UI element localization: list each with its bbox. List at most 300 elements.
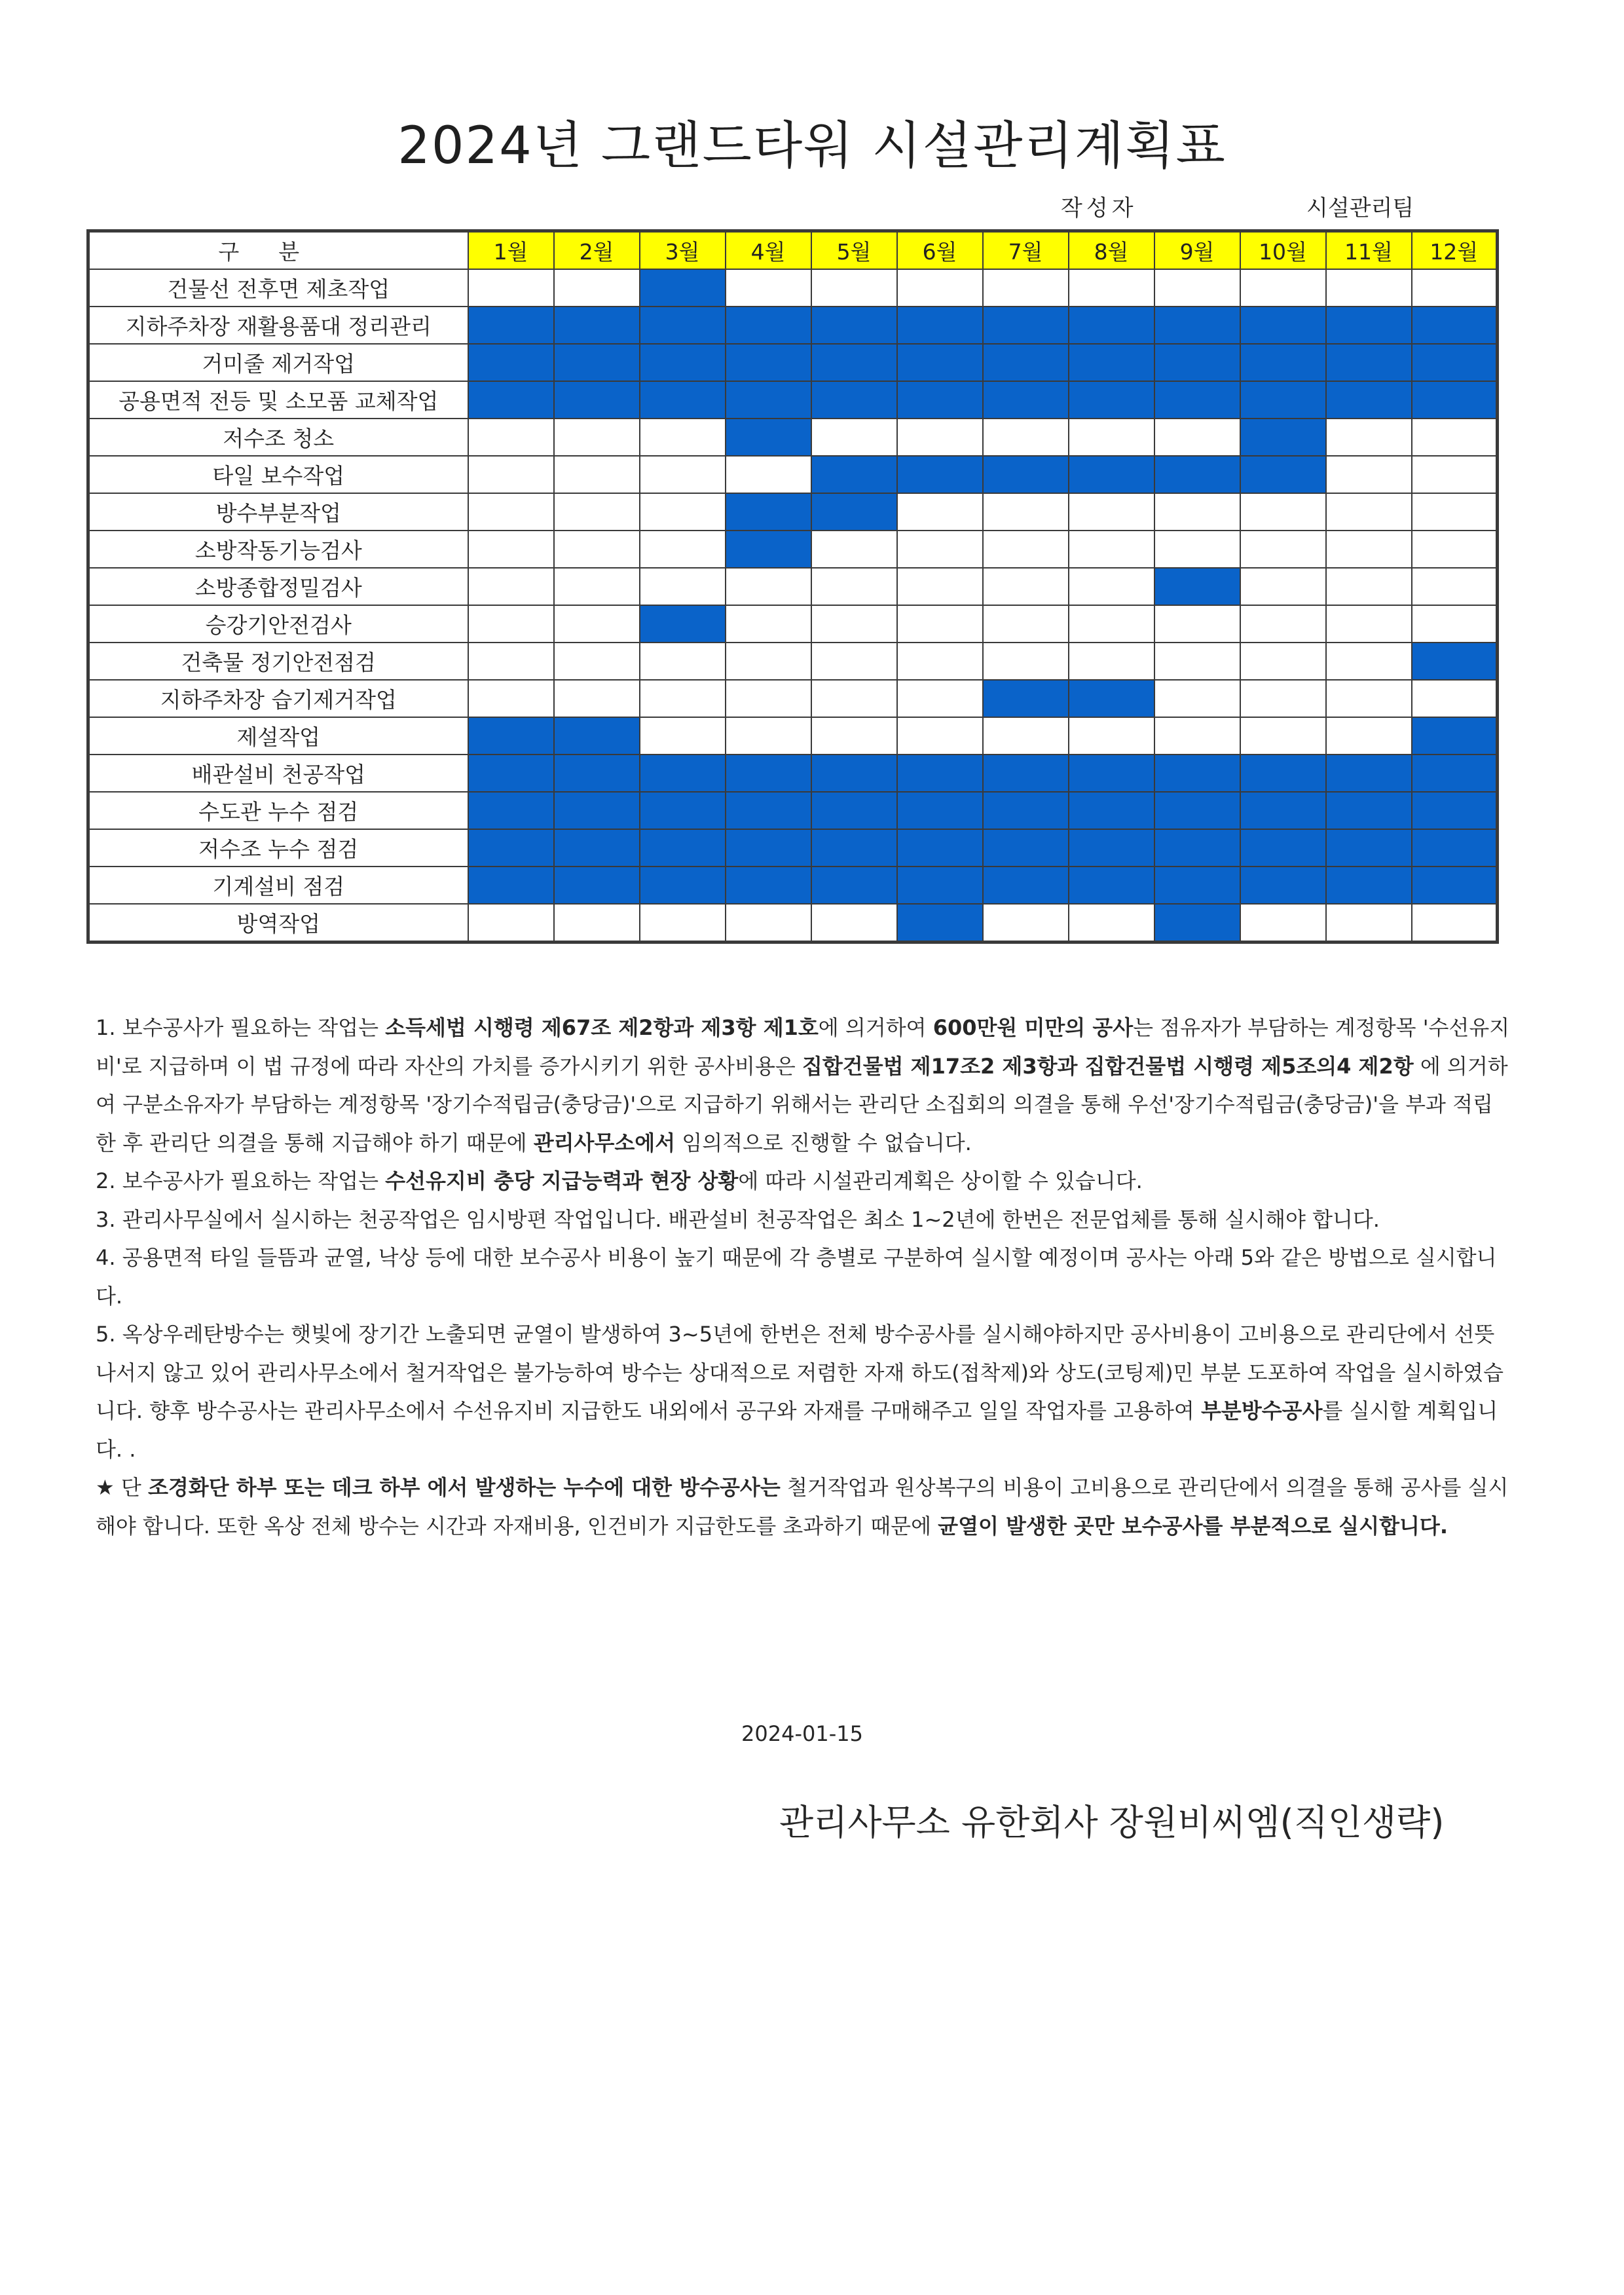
schedule-cell-active [726, 344, 811, 381]
schedule-cell-empty [1326, 269, 1412, 307]
schedule-cell-active [1154, 456, 1240, 493]
note-text: 에 따라 시설관리계획은 상이할 수 있습니다. [738, 1168, 1143, 1193]
schedule-cell-empty [554, 643, 640, 680]
schedule-cell-empty [1240, 493, 1326, 531]
task-label: 제설작업 [88, 717, 468, 755]
table-row [88, 792, 1498, 829]
schedule-cell-empty [468, 643, 554, 680]
schedule-cell-empty [811, 680, 897, 717]
schedule-cell-active [726, 419, 811, 456]
task-label: 방역작업 [88, 904, 468, 942]
schedule-cell-active [1240, 829, 1326, 867]
month-header: 7월 [983, 231, 1069, 270]
schedule-cell-empty [726, 568, 811, 605]
schedule-cell-empty [554, 269, 640, 307]
schedule-cell-empty [726, 269, 811, 307]
schedule-cell-empty [811, 643, 897, 680]
page-title: 2024년 그랜드타워 시설관리계획표 [397, 117, 1227, 176]
schedule-cell-active [1154, 792, 1240, 829]
schedule-cell-active [1412, 717, 1498, 755]
schedule-cell-empty [1154, 717, 1240, 755]
schedule-cell-active [1154, 381, 1240, 419]
schedule-cell-active [983, 344, 1069, 381]
schedule-cell-empty [468, 493, 554, 531]
schedule-cell-empty [1069, 531, 1154, 568]
schedule-cell-active [640, 829, 726, 867]
schedule-cell-active [640, 867, 726, 904]
schedule-cell-active [983, 867, 1069, 904]
schedule-cell-empty [1326, 419, 1412, 456]
schedule-cell-empty [1326, 493, 1412, 531]
schedule-cell-active [468, 755, 554, 792]
schedule-cell-active [983, 680, 1069, 717]
schedule-cell-empty [1326, 568, 1412, 605]
schedule-cell-active [726, 381, 811, 419]
schedule-cell-empty [726, 680, 811, 717]
schedule-cell-active [468, 792, 554, 829]
note-emphasis: 소득세법 시행령 제67조 제2항과 제3항 제1호 [385, 1015, 819, 1040]
schedule-cell-active [1154, 307, 1240, 344]
table-row [88, 680, 1498, 717]
note-emphasis: 균열이 발생한 곳만 보수공사를 부분적으로 실시합니다. [938, 1513, 1448, 1539]
schedule-cell-empty [1240, 717, 1326, 755]
note-text: 4. 공용면적 타일 들뜸과 균열, 낙상 등에 대한 보수공사 비용이 높기 때문에 각 층별로 구분하여 실시할 예정이며 공사는 아래 5와 같은 방법으로 실시합니다. [96, 1245, 1497, 1309]
schedule-cell-empty [1154, 269, 1240, 307]
schedule-cell-active [726, 755, 811, 792]
schedule-cell-empty [1240, 904, 1326, 942]
schedule-cell-active [811, 867, 897, 904]
schedule-cell-active [897, 307, 983, 344]
note-paragraph [96, 1468, 1510, 1545]
schedule-cell-active [1412, 755, 1498, 792]
schedule-cell-empty [640, 419, 726, 456]
note-text: 는 점유자가 부담하는 계정항목 '수선유지비'로 지급하며 이 법 규정에 따라 자산의 가치를 증가시키기 위한 공사비용은 [96, 1015, 1510, 1079]
schedule-cell-active [1154, 755, 1240, 792]
schedule-cell-empty [726, 605, 811, 643]
schedule-cell-active [726, 829, 811, 867]
schedule-cell-active [1154, 904, 1240, 942]
table-row [88, 419, 1498, 456]
schedule-cell-empty [554, 680, 640, 717]
schedule-cell-empty [640, 680, 726, 717]
notes-section [96, 1009, 1510, 1545]
schedule-cell-active [1154, 344, 1240, 381]
schedule-cell-active [1326, 381, 1412, 419]
schedule-cell-active [811, 381, 897, 419]
task-label: 수도관 누수 점검 [88, 792, 468, 829]
schedule-cell-empty [983, 643, 1069, 680]
schedule-cell-active [1154, 867, 1240, 904]
schedule-cell-active [726, 307, 811, 344]
schedule-cell-active [1069, 829, 1154, 867]
schedule-cell-active [640, 269, 726, 307]
schedule-cell-empty [640, 904, 726, 942]
schedule-cell-active [811, 493, 897, 531]
note-text: 를 실시할 계획입니다. . [96, 1398, 1498, 1462]
schedule-cell-empty [640, 643, 726, 680]
task-label: 방수부분작업 [88, 493, 468, 531]
month-header: 2월 [554, 231, 640, 270]
schedule-cell-active [726, 493, 811, 531]
schedule-cell-empty [1154, 531, 1240, 568]
schedule-cell-empty [1326, 456, 1412, 493]
schedule-cell-active [640, 307, 726, 344]
schedule-cell-empty [897, 643, 983, 680]
schedule-cell-empty [554, 605, 640, 643]
schedule-cell-empty [811, 531, 897, 568]
table-row [88, 456, 1498, 493]
month-header: 5월 [811, 231, 897, 270]
schedule-cell-active [1326, 867, 1412, 904]
month-header: 3월 [640, 231, 726, 270]
schedule-cell-active [1326, 792, 1412, 829]
month-header: 11월 [1326, 231, 1412, 270]
schedule-cell-empty [1412, 269, 1498, 307]
schedule-cell-empty [1154, 605, 1240, 643]
schedule-cell-empty [640, 568, 726, 605]
schedule-cell-active [1412, 344, 1498, 381]
schedule-cell-empty [1069, 605, 1154, 643]
schedule-cell-active [1069, 381, 1154, 419]
schedule-cell-empty [1326, 680, 1412, 717]
schedule-cell-empty [1412, 904, 1498, 942]
schedule-cell-active [1240, 792, 1326, 829]
schedule-cell-empty [554, 419, 640, 456]
note-emphasis: 부분방수공사 [1201, 1398, 1323, 1423]
schedule-cell-active [468, 381, 554, 419]
task-label: 소방종합정밀검사 [88, 568, 468, 605]
schedule-cell-active [1326, 344, 1412, 381]
schedule-cell-active [640, 605, 726, 643]
note-text: 에 의거하여 [818, 1015, 933, 1040]
month-header: 10월 [1240, 231, 1326, 270]
table-row [88, 307, 1498, 344]
schedule-cell-empty [811, 904, 897, 942]
note-text: 3. 관리사무실에서 실시하는 천공작업은 임시방편 작업입니다. 배관설비 천공작업은 최소 1~2년에 한번은 전문업체를 통해 실시해야 합니다. [96, 1206, 1380, 1232]
schedule-cell-active [1326, 307, 1412, 344]
task-label: 건물선 전후면 제초작업 [88, 269, 468, 307]
schedule-cell-empty [897, 568, 983, 605]
schedule-cell-empty [468, 680, 554, 717]
schedule-cell-empty [1240, 680, 1326, 717]
schedule-cell-empty [1412, 493, 1498, 531]
schedule-cell-active [897, 829, 983, 867]
schedule-cell-active [1240, 456, 1326, 493]
schedule-cell-empty [640, 456, 726, 493]
schedule-cell-empty [468, 269, 554, 307]
schedule-cell-active [983, 755, 1069, 792]
task-label: 공용면적 전등 및 소모품 교체작업 [88, 381, 468, 419]
schedule-cell-active [811, 456, 897, 493]
table-row [88, 493, 1498, 531]
schedule-cell-empty [726, 717, 811, 755]
schedule-cell-empty [1326, 904, 1412, 942]
schedule-cell-active [1240, 755, 1326, 792]
schedule-cell-empty [554, 493, 640, 531]
schedule-cell-active [983, 829, 1069, 867]
schedule-cell-empty [897, 419, 983, 456]
schedule-cell-active [1412, 643, 1498, 680]
month-header: 6월 [897, 231, 983, 270]
schedule-cell-active [554, 717, 640, 755]
table-row [88, 717, 1498, 755]
schedule-cell-active [897, 792, 983, 829]
schedule-cell-empty [554, 568, 640, 605]
note-paragraph [96, 1201, 1510, 1239]
corner-header: 구분 [88, 231, 468, 270]
note-emphasis: 조경화단 하부 또는 데크 하부 에서 발생하는 누수에 대한 방수공사는 [147, 1475, 781, 1500]
note-emphasis: 관리사무소에서 [533, 1130, 676, 1155]
schedule-cell-empty [1240, 568, 1326, 605]
author-value: 시설관리팀 [1306, 195, 1414, 221]
schedule-cell-empty [897, 531, 983, 568]
note-emphasis: 수선유지비 충당 지급능력과 현장 상황 [385, 1168, 739, 1193]
schedule-cell-active [468, 717, 554, 755]
note-text: 임의적으로 진행할 수 없습니다. [675, 1130, 972, 1155]
schedule-cell-active [811, 755, 897, 792]
table-row [88, 867, 1498, 904]
schedule-cell-active [554, 867, 640, 904]
schedule-cell-empty [983, 904, 1069, 942]
schedule-cell-empty [1412, 568, 1498, 605]
schedule-cell-empty [1412, 456, 1498, 493]
schedule-cell-empty [1412, 531, 1498, 568]
task-label: 저수조 청소 [88, 419, 468, 456]
schedule-cell-empty [983, 493, 1069, 531]
schedule-cell-active [1069, 680, 1154, 717]
schedule-cell-empty [1069, 419, 1154, 456]
schedule-cell-empty [554, 904, 640, 942]
schedule-cell-empty [726, 643, 811, 680]
schedule-cell-empty [640, 717, 726, 755]
schedule-cell-active [811, 307, 897, 344]
schedule-cell-active [640, 755, 726, 792]
schedule-cell-active [468, 867, 554, 904]
schedule-cell-active [640, 792, 726, 829]
table-body [88, 269, 1498, 942]
schedule-cell-active [726, 867, 811, 904]
schedule-cell-empty [726, 904, 811, 942]
schedule-cell-empty [468, 605, 554, 643]
table-row [88, 269, 1498, 307]
task-label: 지하주차장 습기제거작업 [88, 680, 468, 717]
table-row [88, 829, 1498, 867]
schedule-cell-empty [897, 493, 983, 531]
schedule-cell-active [554, 792, 640, 829]
schedule-cell-active [640, 381, 726, 419]
schedule-cell-active [1326, 829, 1412, 867]
note-text: 2. 보수공사가 필요하는 작업는 [96, 1168, 386, 1193]
schedule-cell-empty [468, 568, 554, 605]
table-row [88, 605, 1498, 643]
schedule-cell-empty [1154, 680, 1240, 717]
schedule-cell-empty [640, 531, 726, 568]
schedule-cell-active [983, 456, 1069, 493]
note-text: 5. 옥상우레탄방수는 햇빛에 장기간 노출되면 균열이 발생하여 3~5년에 한번은 전체 방수공사를 실시해야하지만 공사비용이 고비용으로 관리단에서 선뜻 나서지 않고 있어 관리사무소에서 철거작업은 불가능하여 방수는 상대적으로 저렴한 자재 하도(접착제)와 상도(코팅제)민 부분 도포하여 작업을 실시하였습니다. 향후 방수공사는 관리사무소에서 수선유지비 지급한도 내외에서 공구와 자재를 구매해주고 일일 작업자를 고용하여 [96, 1322, 1504, 1423]
schedule-cell-empty [811, 568, 897, 605]
author-label: 작성자 [1061, 195, 1137, 221]
schedule-cell-empty [554, 456, 640, 493]
schedule-cell-empty [983, 419, 1069, 456]
schedule-cell-empty [1326, 717, 1412, 755]
schedule-cell-empty [468, 904, 554, 942]
schedule-cell-active [811, 829, 897, 867]
schedule-cell-empty [897, 605, 983, 643]
schedule-cell-active [1069, 755, 1154, 792]
schedule-cell-active [983, 307, 1069, 344]
note-text: ★ 단 [96, 1475, 148, 1500]
schedule-cell-active [897, 867, 983, 904]
note-paragraph [96, 1239, 1510, 1315]
schedule-cell-active [1412, 829, 1498, 867]
table-row [88, 344, 1498, 381]
schedule-cell-empty [1326, 531, 1412, 568]
schedule-cell-empty [811, 717, 897, 755]
schedule-cell-active [1240, 381, 1326, 419]
schedule-cell-active [811, 344, 897, 381]
note-paragraph [96, 1315, 1510, 1468]
note-paragraph [96, 1162, 1510, 1201]
schedule-cell-empty [811, 605, 897, 643]
note-text: 에 의거하여 구분소유자가 부담하는 계정항목 '장기수적립금(충당금)'으로 지급하기 위해서는 관리단 소집회의 의결을 통해 우선'장기수적립금(충당금)'을 부과 적립한 후 관리단 의결을 통해 지급해야 하기 때문에 [96, 1053, 1508, 1155]
schedule-cell-empty [1412, 680, 1498, 717]
task-label: 거미줄 제거작업 [88, 344, 468, 381]
schedule-cell-empty [1069, 904, 1154, 942]
schedule-cell-active [726, 792, 811, 829]
schedule-cell-active [1069, 456, 1154, 493]
schedule-cell-empty [468, 419, 554, 456]
schedule-cell-empty [554, 531, 640, 568]
schedule-cell-active [1412, 381, 1498, 419]
table-row [88, 381, 1498, 419]
schedule-cell-active [1154, 568, 1240, 605]
schedule-cell-active [468, 307, 554, 344]
schedule-cell-empty [640, 493, 726, 531]
schedule-cell-empty [1412, 419, 1498, 456]
schedule-cell-empty [468, 456, 554, 493]
schedule-cell-active [1240, 419, 1326, 456]
table-header-row [88, 231, 1498, 270]
schedule-cell-active [1240, 344, 1326, 381]
schedule-cell-active [897, 904, 983, 942]
task-label: 지하주차장 재활용품대 정리관리 [88, 307, 468, 344]
schedule-cell-active [1069, 344, 1154, 381]
schedule-cell-active [554, 829, 640, 867]
schedule-cell-empty [1154, 643, 1240, 680]
schedule-cell-empty [1326, 605, 1412, 643]
schedule-cell-empty [1154, 493, 1240, 531]
schedule-cell-active [1069, 867, 1154, 904]
schedule-cell-empty [983, 531, 1069, 568]
schedule-cell-active [468, 344, 554, 381]
table-row [88, 568, 1498, 605]
task-label: 건축물 정기안전점검 [88, 643, 468, 680]
schedule-cell-empty [897, 269, 983, 307]
table-row [88, 643, 1498, 680]
schedule-cell-empty [1069, 493, 1154, 531]
schedule-cell-active [1412, 867, 1498, 904]
schedule-cell-empty [811, 269, 897, 307]
task-label: 소방작동기능검사 [88, 531, 468, 568]
schedule-cell-empty [1069, 717, 1154, 755]
task-label: 저수조 누수 점검 [88, 829, 468, 867]
schedule-cell-empty [1069, 643, 1154, 680]
schedule-cell-empty [1412, 605, 1498, 643]
schedule-cell-active [811, 792, 897, 829]
month-header: 8월 [1069, 231, 1154, 270]
task-label: 기계설비 점검 [88, 867, 468, 904]
schedule-cell-active [554, 381, 640, 419]
schedule-cell-active [1240, 307, 1326, 344]
schedule-cell-empty [1069, 568, 1154, 605]
schedule-cell-empty [468, 531, 554, 568]
schedule-cell-active [897, 755, 983, 792]
schedule-cell-empty [983, 717, 1069, 755]
schedule-cell-active [897, 456, 983, 493]
schedule-cell-empty [1240, 643, 1326, 680]
note-text: 1. 보수공사가 필요하는 작업는 [96, 1015, 386, 1040]
schedule-cell-active [1154, 829, 1240, 867]
schedule-cell-empty [983, 269, 1069, 307]
task-label: 승강기안전검사 [88, 605, 468, 643]
schedule-cell-active [640, 344, 726, 381]
schedule-cell-empty [811, 419, 897, 456]
schedule-cell-active [1326, 755, 1412, 792]
table-row [88, 755, 1498, 792]
note-emphasis: 집합건물법 제17조2 제3항과 집합건물법 시행령 제5조의4 제2항 [802, 1053, 1414, 1079]
schedule-cell-active [1069, 307, 1154, 344]
document-date: 2024-01-15 [741, 1721, 863, 1746]
schedule-cell-empty [1069, 269, 1154, 307]
signer-name: 관리사무소 유한회사 장원비씨엠(직인생략) [779, 1802, 1445, 1843]
table-row [88, 904, 1498, 942]
month-header: 12월 [1412, 231, 1498, 270]
schedule-cell-active [983, 381, 1069, 419]
schedule-cell-empty [726, 456, 811, 493]
note-paragraph [96, 1009, 1510, 1162]
schedule-cell-active [554, 344, 640, 381]
facility-plan-table [86, 229, 1499, 944]
schedule-cell-active [1240, 867, 1326, 904]
schedule-cell-active [468, 829, 554, 867]
note-emphasis: 600만원 미만의 공사 [932, 1015, 1134, 1040]
schedule-cell-active [897, 344, 983, 381]
schedule-cell-empty [897, 717, 983, 755]
month-header: 1월 [468, 231, 554, 270]
month-header: 4월 [726, 231, 811, 270]
schedule-cell-empty [983, 605, 1069, 643]
schedule-cell-empty [1240, 269, 1326, 307]
schedule-cell-active [1069, 792, 1154, 829]
schedule-cell-empty [1240, 605, 1326, 643]
schedule-cell-active [554, 307, 640, 344]
table-row [88, 531, 1498, 568]
schedule-cell-active [983, 792, 1069, 829]
schedule-cell-empty [1240, 531, 1326, 568]
month-header: 9월 [1154, 231, 1240, 270]
schedule-cell-active [1412, 307, 1498, 344]
schedule-cell-active [554, 755, 640, 792]
task-label: 배관설비 천공작업 [88, 755, 468, 792]
schedule-cell-empty [1326, 643, 1412, 680]
schedule-cell-empty [983, 568, 1069, 605]
schedule-cell-empty [897, 680, 983, 717]
schedule-cell-active [897, 381, 983, 419]
schedule-cell-active [726, 531, 811, 568]
schedule-cell-active [1412, 792, 1498, 829]
schedule-cell-empty [1154, 419, 1240, 456]
task-label: 타일 보수작업 [88, 456, 468, 493]
